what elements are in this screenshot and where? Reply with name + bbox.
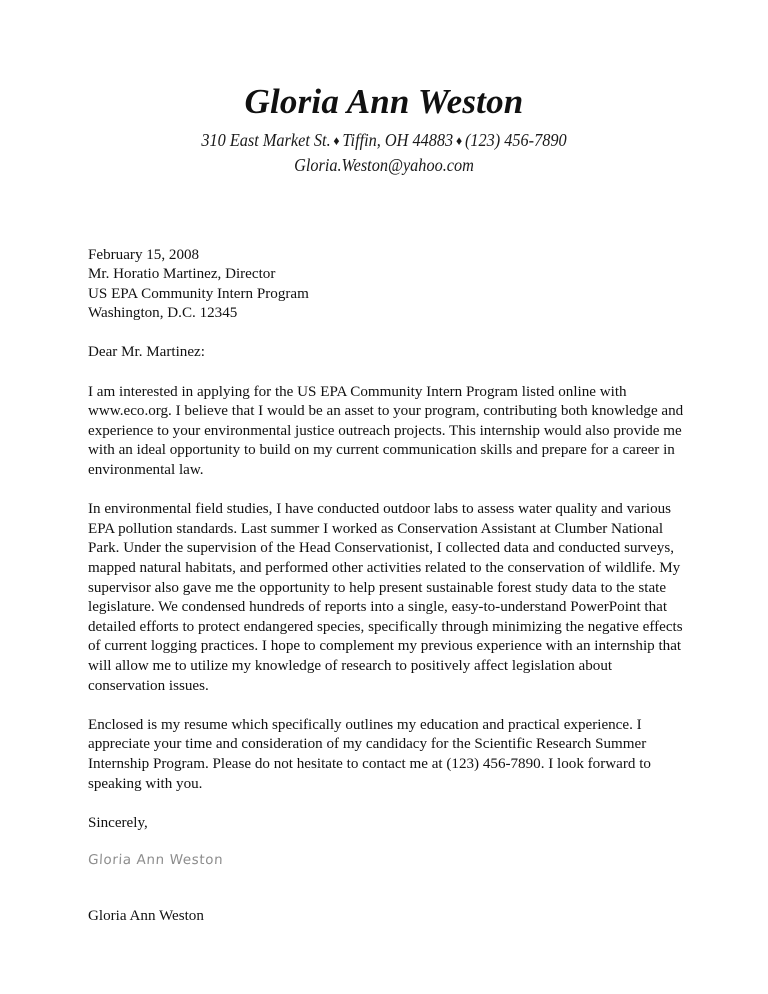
- typed-signer-name: Gloria Ann Weston: [88, 907, 204, 924]
- recipient-city-state-zip: Washington, D.C. 12345: [88, 305, 238, 322]
- letterhead-name: Gloria Ann Weston: [244, 82, 524, 121]
- salutation: Dear Mr. Martinez:: [88, 344, 205, 361]
- body-paragraph-1: I am interested in applying for the US EPA Community Intern Program listed online with www.eco.org. I believe that I would be an asset to your program, contributing both knowledge and experience to your environmental justice outreach projects. This internship would also provide me with an ideal opportunity to build on my current communication skills and prepare for a career in environmental law.: [88, 383, 684, 479]
- valediction: Sincerely,: [88, 814, 148, 831]
- recipient-organization: US EPA Community Intern Program: [88, 285, 309, 302]
- diamond-separator-icon: ♦: [455, 132, 463, 148]
- recipient-name: Mr. Horatio Martinez, Director: [88, 266, 276, 283]
- letterhead-street: 310 East Market St.: [201, 129, 331, 150]
- letterhead-city-state-zip: Tiffin, OH 44883: [342, 129, 454, 150]
- body-paragraph-2: In environmental field studies, I have conducted outdoor labs to assess water quality and various EPA pollution standards. Last summer I worked as Conservation Assistant at Clumber National Park. Under the supervision of the Head Conservationist, I collected data and conducted surveys, mapped natural habitats, and performed other activities related to the conservation of wildlife. My supervisor also gave me the opportunity to help present sustainable forest study data to the state legislature. We condensed hundreds of reports into a single, easy-to-understand PowerPoint that detailed efforts to protect endangered species, specifically through minimizing the negative effects of current logging practices. I hope to complement my previous experience with an internship that will allow me to utilize my knowledge of research to positively affect legislation about conservation issues.: [88, 501, 683, 694]
- diamond-separator-icon: ♦: [333, 132, 340, 148]
- letter-date: February 15, 2008: [88, 246, 200, 263]
- body-paragraph-3: Enclosed is my resume which specifically outlines my education and practical experience. I appreciate your time and consideration of my candidacy for the Scientific Research Summer Internship Program. Please do not hesitate to contact me at (123) 456-7890. I look forward to speaking with you.: [88, 716, 651, 792]
- handwritten-signature: Gloria Ann Weston: [87, 852, 224, 869]
- inside-address-block: [88, 246, 684, 324]
- letterhead-email: Gloria.Weston@yahoo.com: [294, 155, 474, 176]
- letterhead-phone: (123) 456-7890: [464, 129, 567, 150]
- letterhead-contact-line: [27, 128, 741, 153]
- letterhead: [0, 0, 768, 179]
- letter-body: [88, 246, 684, 927]
